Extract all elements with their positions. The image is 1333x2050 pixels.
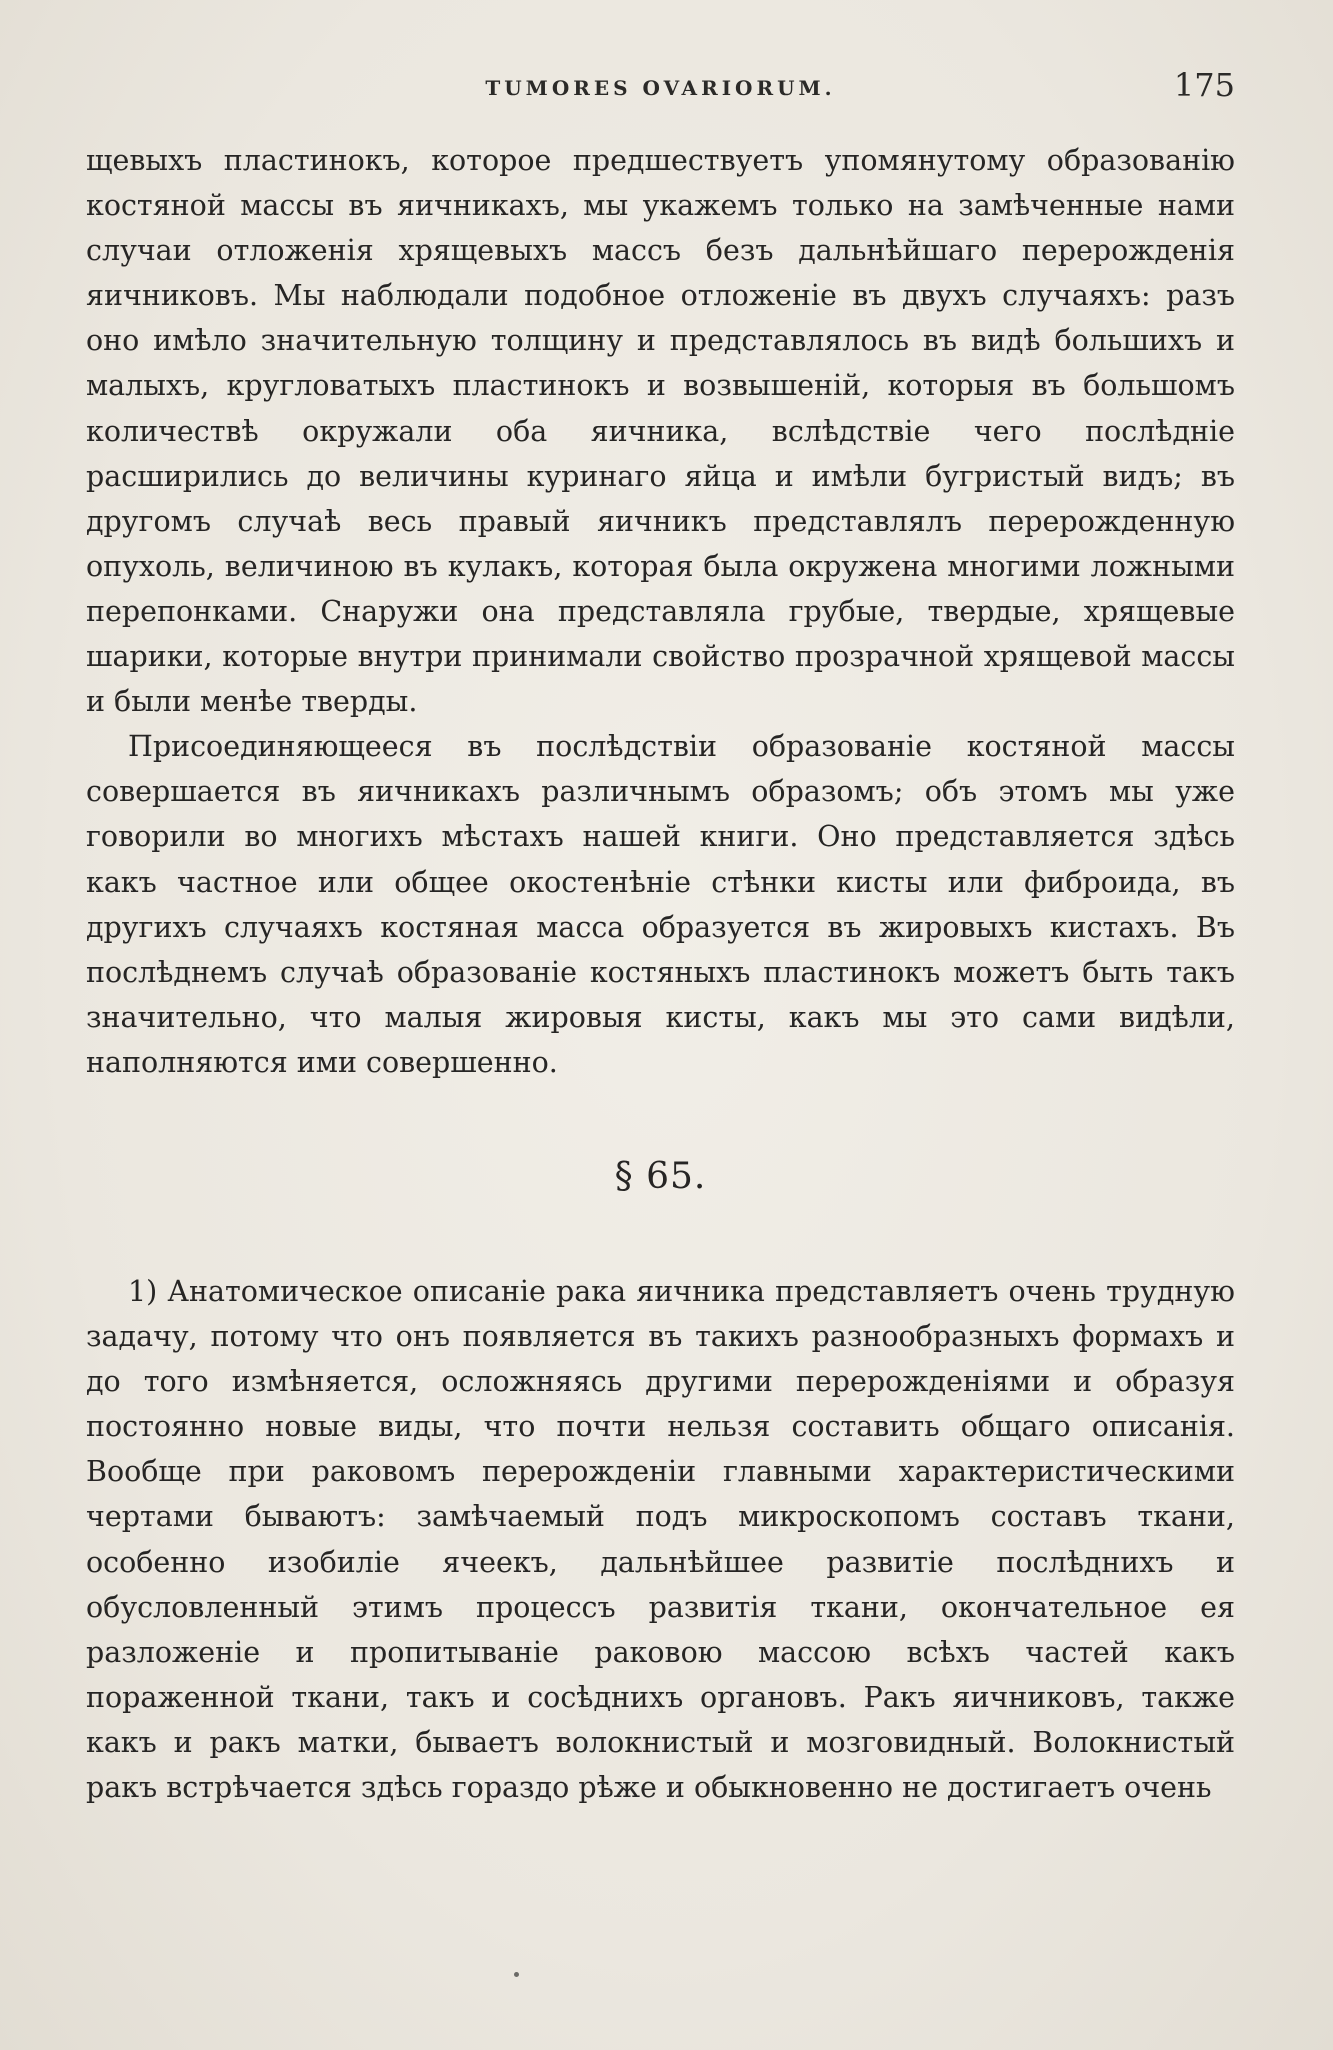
page-body [86,138,1235,1810]
page-number: 175 [1173,66,1235,104]
running-title: TUMORES OVARIORUM. [485,76,836,100]
section-heading: § 65. [614,1155,707,1197]
running-head [86,66,1235,116]
paragraph-ossification: Присоединяющееся въ послѣдствіи образованіе костяной массы совершается въ яичникахъ различнымъ образомъ; объ этомъ мы уже говорили во многихъ мѣстахъ нашей книги. Оно представляется здѣсь какъ частное или общее окостенѣніе стѣнки кисты или фиброида, въ другихъ случаяхъ костяная масса образуется въ жировыхъ кистахъ. Въ послѣднемъ случаѣ образованіе костяныхъ пластинокъ можетъ быть такъ значительно, что малыя жировыя кисты, какъ мы это сами видѣли, наполняются ими совершенно. [86,730,1235,1079]
paragraph-cancer-description: 1) Анатомическое описаніе рака яичника представляетъ очень трудную задачу, потому что онъ появляется въ такихъ разнообразныхъ формахъ и до того измѣняется, осложняясь другими перерожденіями и образуя постоянно новые виды, что почти нельзя составить общаго описанія. Вообще при раковомъ перерожденіи главными характеристическими чертами бываютъ: замѣчаемый подъ микроскопомъ составъ ткани, особенно изобиліе ячеекъ, дальнѣйшее развитіе послѣднихъ и обусловленный этимъ процессъ развитія ткани, окончательное ея разложеніе и пропитываніе раковою массою всѣхъ частей какъ пораженной ткани, такъ и сосѣднихъ органовъ. Ракъ яичниковъ, также какъ и ракъ матки, бываетъ волокнистый и мозговидный. Волокнистый ракъ встрѣчается здѣсь гораздо рѣже и обыкновенно не достигаетъ очень [86,1274,1235,1804]
print-speck [514,1972,519,1977]
paragraph-continued: щевыхъ пластинокъ, которое предшествуетъ упомянутому образованію костяной массы въ яичникахъ, мы укажемъ только на замѣченные нами случаи отложенія хрящевыхъ массъ безъ дальнѣйшаго перерожденія яичниковъ. Мы наблюдали подобное отложеніе въ двухъ случаяхъ: разъ оно имѣло значительную толщину и представлялось въ видѣ большихъ и малыхъ, кругловатыхъ пластинокъ и возвышеній, которыя въ большомъ количествѣ окружали оба яичника, вслѣдствіе чего послѣдніе расширились до величины куринаго яйца и имѣли бугристый видъ; въ другомъ случаѣ весь правый яичникъ представлялъ перерожденную опухоль, величиною въ кулакъ, которая была окружена многими ложными перепонками. Снаружи она представляла грубые, твердые, хрящевые шарики, которые внутри принимали свойство прозрачной хрящевой массы и были менѣе тверды. [86,144,1235,719]
